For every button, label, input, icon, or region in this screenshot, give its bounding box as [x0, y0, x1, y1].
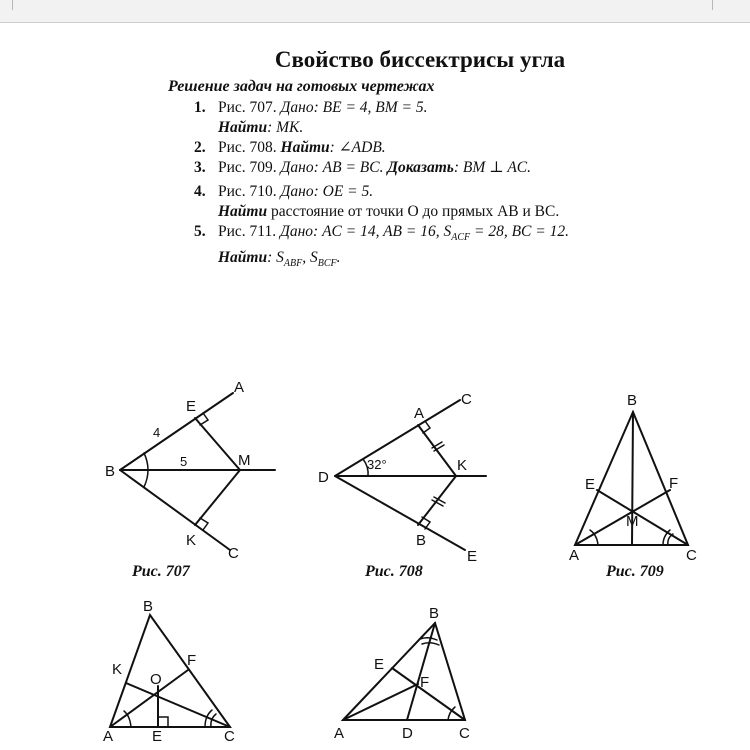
angle-label: 32° — [367, 457, 387, 472]
figure-caption-708: Рис. 708 — [365, 563, 423, 580]
vertex-label-B: B — [143, 598, 154, 615]
given-label: Дано — [280, 99, 314, 116]
problem-number: 3. — [194, 159, 206, 176]
figure-708 — [335, 400, 486, 550]
given-text: : OE = 5. — [313, 183, 374, 200]
vertex-label-C: C — [459, 725, 470, 742]
figure-ref: Рис. 710. — [218, 183, 277, 200]
find-tail: . — [336, 249, 341, 267]
vertex-label-C: C — [686, 547, 697, 564]
vertex-label-C: C — [224, 728, 235, 745]
given-label: Дано — [280, 183, 314, 200]
ray-DE — [335, 476, 465, 550]
ray-BA — [120, 393, 233, 470]
prove-label: Доказать — [387, 159, 454, 176]
find-text: : MK. — [267, 119, 304, 136]
angle-arc-B — [420, 638, 437, 640]
vertex-label-E: E — [585, 476, 596, 493]
given-text: : AC = 14, AB = 16, S — [313, 223, 452, 240]
vertex-label-E: E — [152, 728, 163, 745]
vertex-label-B: B — [429, 605, 440, 622]
figure-ref: Рис. 708. — [218, 139, 277, 156]
vertex-label-D: D — [402, 725, 413, 742]
vertex-label-A: A — [334, 725, 345, 742]
vertex-label-M: M — [626, 513, 639, 530]
figure-caption-709: Рис. 709 — [606, 563, 664, 580]
length-label-BE: 4 — [153, 425, 161, 440]
page-title: Свойство биссектрисы угла — [274, 47, 566, 72]
perpendicular-MK — [195, 470, 240, 525]
figure-ref: Рис. 707. — [218, 99, 277, 116]
figure-caption-707: Рис. 707 — [132, 563, 190, 580]
given-text: : BE = 4, BM = 5. — [313, 99, 428, 116]
perpendicular-ME — [195, 418, 240, 470]
vertex-label-E: E — [374, 656, 385, 673]
find-text: : S — [267, 249, 284, 267]
vertex-label-O: O — [150, 671, 162, 688]
bisector-CE — [597, 490, 688, 545]
figure-ref: Рис. 711. — [218, 223, 277, 240]
problem-number: 5. — [194, 223, 206, 240]
vertex-label-K: K — [457, 457, 468, 474]
given-label: Дано — [280, 159, 314, 176]
vertex-label-A: A — [234, 379, 245, 396]
vertex-label-B: B — [105, 463, 116, 480]
figure-707 — [120, 393, 275, 550]
vertex-label-M: M — [238, 452, 251, 469]
problem-number: 2. — [194, 139, 206, 156]
bisector-AF — [575, 490, 670, 545]
figure-710 — [110, 615, 230, 727]
find-label: Найти — [218, 203, 268, 220]
find-subscript: ABF — [283, 258, 303, 270]
find-label: Найти — [218, 249, 268, 267]
find-text: : ∠ADB. — [329, 139, 386, 156]
find-subscript: BCF — [317, 258, 337, 270]
given-label: Дано — [279, 223, 314, 240]
problem-number: 4. — [194, 183, 206, 200]
vertex-label-K: K — [186, 532, 197, 549]
figure-ref: Рис. 709. — [218, 159, 277, 176]
find-text: расстояние от точки O до прямых AB и BC. — [267, 203, 560, 220]
vertex-label-F: F — [669, 475, 679, 492]
vertex-label-E: E — [467, 548, 478, 565]
given-tail: = 28, BC = 12. — [470, 223, 569, 240]
segment-AF — [343, 684, 418, 720]
find-mid: , S — [302, 249, 318, 267]
vertex-label-F: F — [420, 674, 430, 691]
find-label: Найти — [218, 119, 268, 136]
vertex-label-A: A — [414, 405, 425, 422]
ray-DC — [335, 400, 460, 476]
ray-BC — [120, 470, 230, 550]
vertex-label-B: B — [416, 532, 427, 549]
length-label-BM: 5 — [180, 454, 188, 469]
given-text: : AB = BC. — [313, 159, 384, 176]
angle-arc-B — [422, 643, 439, 645]
find-label: Найти — [280, 139, 330, 156]
vertex-label-A: A — [103, 728, 114, 745]
vertex-label-F: F — [187, 652, 197, 669]
vertex-label-E: E — [186, 398, 197, 415]
given-subscript: ACF — [451, 232, 471, 244]
problem-number: 1. — [194, 99, 206, 116]
section-subtitle: Решение задач на готовых чертежах — [168, 78, 435, 95]
right-angle-mark-E — [158, 717, 168, 727]
vertex-label-C: C — [461, 391, 472, 408]
triangle-ABC — [343, 623, 465, 720]
vertex-label-A: A — [569, 547, 580, 564]
bisector-AF — [110, 670, 188, 727]
vertex-label-C: C — [228, 545, 239, 562]
vertex-label-B: B — [627, 392, 638, 409]
vertex-label-K: K — [112, 661, 123, 678]
vertex-label-D: D — [318, 469, 329, 486]
prove-text: : BM ⊥ AC. — [453, 159, 532, 176]
figure-711 — [343, 623, 465, 720]
